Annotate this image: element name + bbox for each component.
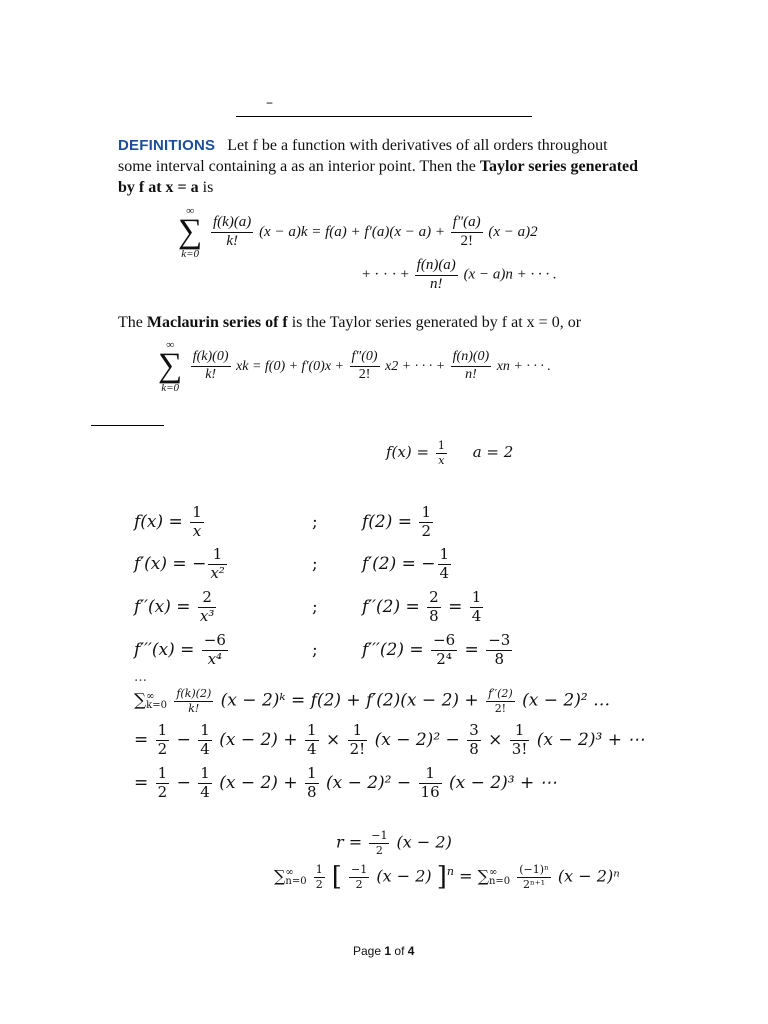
derivative-separator: ; bbox=[312, 511, 318, 532]
taylor-formula-line-2 bbox=[362, 258, 557, 293]
derivative-row: f′′(x) = $\frac{2}{\text{x³}}$ ; f′′(2) = $\frac{2}{8}$ = $\frac{1}{4}$ bbox=[134, 588, 482, 625]
series-second-term: $\frac{f''(2)}{2!}$ bbox=[488, 687, 513, 715]
maclaurin-second-term: $\frac{f''(0)}{2!}$ bbox=[351, 349, 378, 383]
maclaurin-nth-term: $\frac{f(n)(0)}{n!}$ bbox=[452, 349, 490, 383]
derivative-row: f′′′(x) = $\frac{-6}{\text{x⁴}}$ ; f′′′(2) = $\frac{-6}{\text{2⁴}}$ = $\frac{-3}{8}$ bbox=[134, 631, 511, 668]
maclaurin-bold: Maclaurin series of f bbox=[146, 314, 288, 331]
header-dash: – bbox=[266, 95, 273, 111]
maclaurin-intro: The Maclaurin series of f is the Taylor series generated by f at x = 0, or bbox=[118, 314, 582, 331]
definitions-intro-2: some interval containing a as an interior point. Then the bbox=[118, 158, 476, 175]
derivative-lhs: f′′′(x) = bbox=[134, 639, 195, 660]
section-rule bbox=[91, 425, 164, 426]
maclaurin-second-tail: x2 + · · · + bbox=[385, 358, 446, 374]
derivative-rhs: f′′′(2) = bbox=[362, 639, 424, 660]
given-fraction: $\frac{1}{x}$ bbox=[437, 439, 445, 467]
derivative-separator: ; bbox=[312, 596, 318, 617]
derivative-rhs: f′(2) = bbox=[362, 553, 416, 574]
series-kth-term: $\frac{f(k)(2)}{k!}$ bbox=[176, 687, 212, 715]
definitions-line-3 bbox=[118, 179, 213, 197]
derivative-rhs: f′′(2) = bbox=[362, 596, 420, 617]
series-line-1: ∑ ∞ k=0 $\frac{f(k)(2)}{k!}$ (x − 2)ᵏ = f(2) + f′(2)(x − 2) + $\frac{f''(2)}{2!}$ (x − 2)² … bbox=[134, 687, 611, 715]
maclaurin-sum-symbol: ∞ ∑ k=0 bbox=[158, 339, 183, 394]
definitions-intro-1: Let f be a function with derivatives of all orders throughout bbox=[227, 137, 608, 154]
derivative-lhs: f′(x) = bbox=[134, 553, 187, 574]
derivative-row: f′(x) = − $\frac{1}{\text{x²}}$ ; f′(2) = − $\frac{1}{4}$ bbox=[134, 545, 450, 582]
derivative-separator: ; bbox=[312, 639, 318, 660]
ellipsis: … bbox=[134, 670, 147, 685]
given-f-label: f(x) = bbox=[386, 443, 430, 462]
taylor-nth-tail: (x − a)n + · · · . bbox=[463, 266, 557, 283]
maclaurin-nth-tail: xn + · · · . bbox=[496, 358, 551, 374]
maclaurin-formula bbox=[158, 340, 551, 393]
ratio-line: r = $\frac{-1}{2}$ (x − 2) bbox=[336, 829, 452, 857]
taylor-second-tail: (x − a)2 bbox=[488, 224, 538, 241]
taylor-second-term: $\frac{f''(a)}{2!}$ bbox=[452, 214, 481, 250]
taylor-lhs-tail: (x − a)k = f(a) + f′(a)(x − a) + bbox=[259, 224, 445, 241]
maclaurin-kth-term: $\frac{f(k)(0)}{k!}$ bbox=[192, 349, 229, 383]
sum-symbol: ∞ ∑ k=0 bbox=[178, 205, 203, 260]
definitions-intro-3-bold: by f at x = a bbox=[118, 179, 199, 196]
derivative-rhs: f(2) = bbox=[362, 511, 413, 532]
page-word: Page bbox=[353, 944, 382, 958]
definitions-intro-2-bold: Taylor series generated bbox=[479, 158, 639, 175]
series-line-3: = $\frac{1}{2}$ − $\frac{1}{4}$ (x − 2) + $\frac{1}{8}$ (x − 2)² − $\frac{1}{16}$ (x − 2)³ + ⋯ bbox=[134, 764, 557, 801]
given-function bbox=[386, 440, 513, 466]
series-line1-mid: (x − 2)ᵏ = f(2) + f′(2)(x − 2) + bbox=[220, 690, 479, 711]
derivative-separator: ; bbox=[312, 553, 318, 574]
derivative-lhs: f′′(x) = bbox=[134, 596, 191, 617]
definitions-line-2 bbox=[118, 158, 638, 176]
series-line-2: = $\frac{1}{2}$ − $\frac{1}{4}$ (x − 2) + $\frac{1}{4}$ × $\frac{1}{2!}$ (x − 2)² − $\frac{3}{8}$ × $\frac{1}{3!}$ (x − 2)³ + ⋯ bbox=[134, 721, 645, 758]
derivative-lhs: f(x) = bbox=[134, 511, 183, 532]
taylor-line2-head: + · · · + bbox=[362, 266, 409, 283]
definitions-heading: DEFINITIONS bbox=[118, 137, 216, 154]
header-rule bbox=[236, 116, 532, 117]
series-line1-tail: (x − 2)² … bbox=[522, 690, 611, 711]
definitions-line-1 bbox=[118, 137, 608, 155]
page-footer bbox=[353, 944, 414, 958]
maclaurin-lhs-tail: xk = f(0) + f′(0)x + bbox=[236, 358, 344, 374]
taylor-kth-term: $\frac{f(k)(a)}{k!}$ bbox=[213, 214, 252, 250]
page-total: 4 bbox=[407, 944, 415, 958]
page-number: 1 bbox=[384, 944, 392, 958]
geometric-series-line: ∑ ∞ n=0 $\frac{1}{2}$ [ $\frac{-1}{2}$ (x − 2) ]$^n$ = ∑ ∞ n=0 $\frac{\text{(−1)ⁿ}}{\text{2ⁿ⁺¹}}$ (x − 2)ⁿ bbox=[274, 862, 620, 892]
definitions-intro-3-end: is bbox=[202, 179, 214, 196]
given-a-value: a = 2 bbox=[472, 443, 514, 462]
taylor-formula-line-1 bbox=[178, 206, 538, 259]
taylor-nth-term: $\frac{f(n)(a)}{n!}$ bbox=[416, 257, 456, 292]
derivative-row: f(x) = $\frac{1}{x}$ ; f(2) = $\frac{1}{2}$ bbox=[134, 503, 431, 540]
of-word: of bbox=[394, 944, 405, 958]
